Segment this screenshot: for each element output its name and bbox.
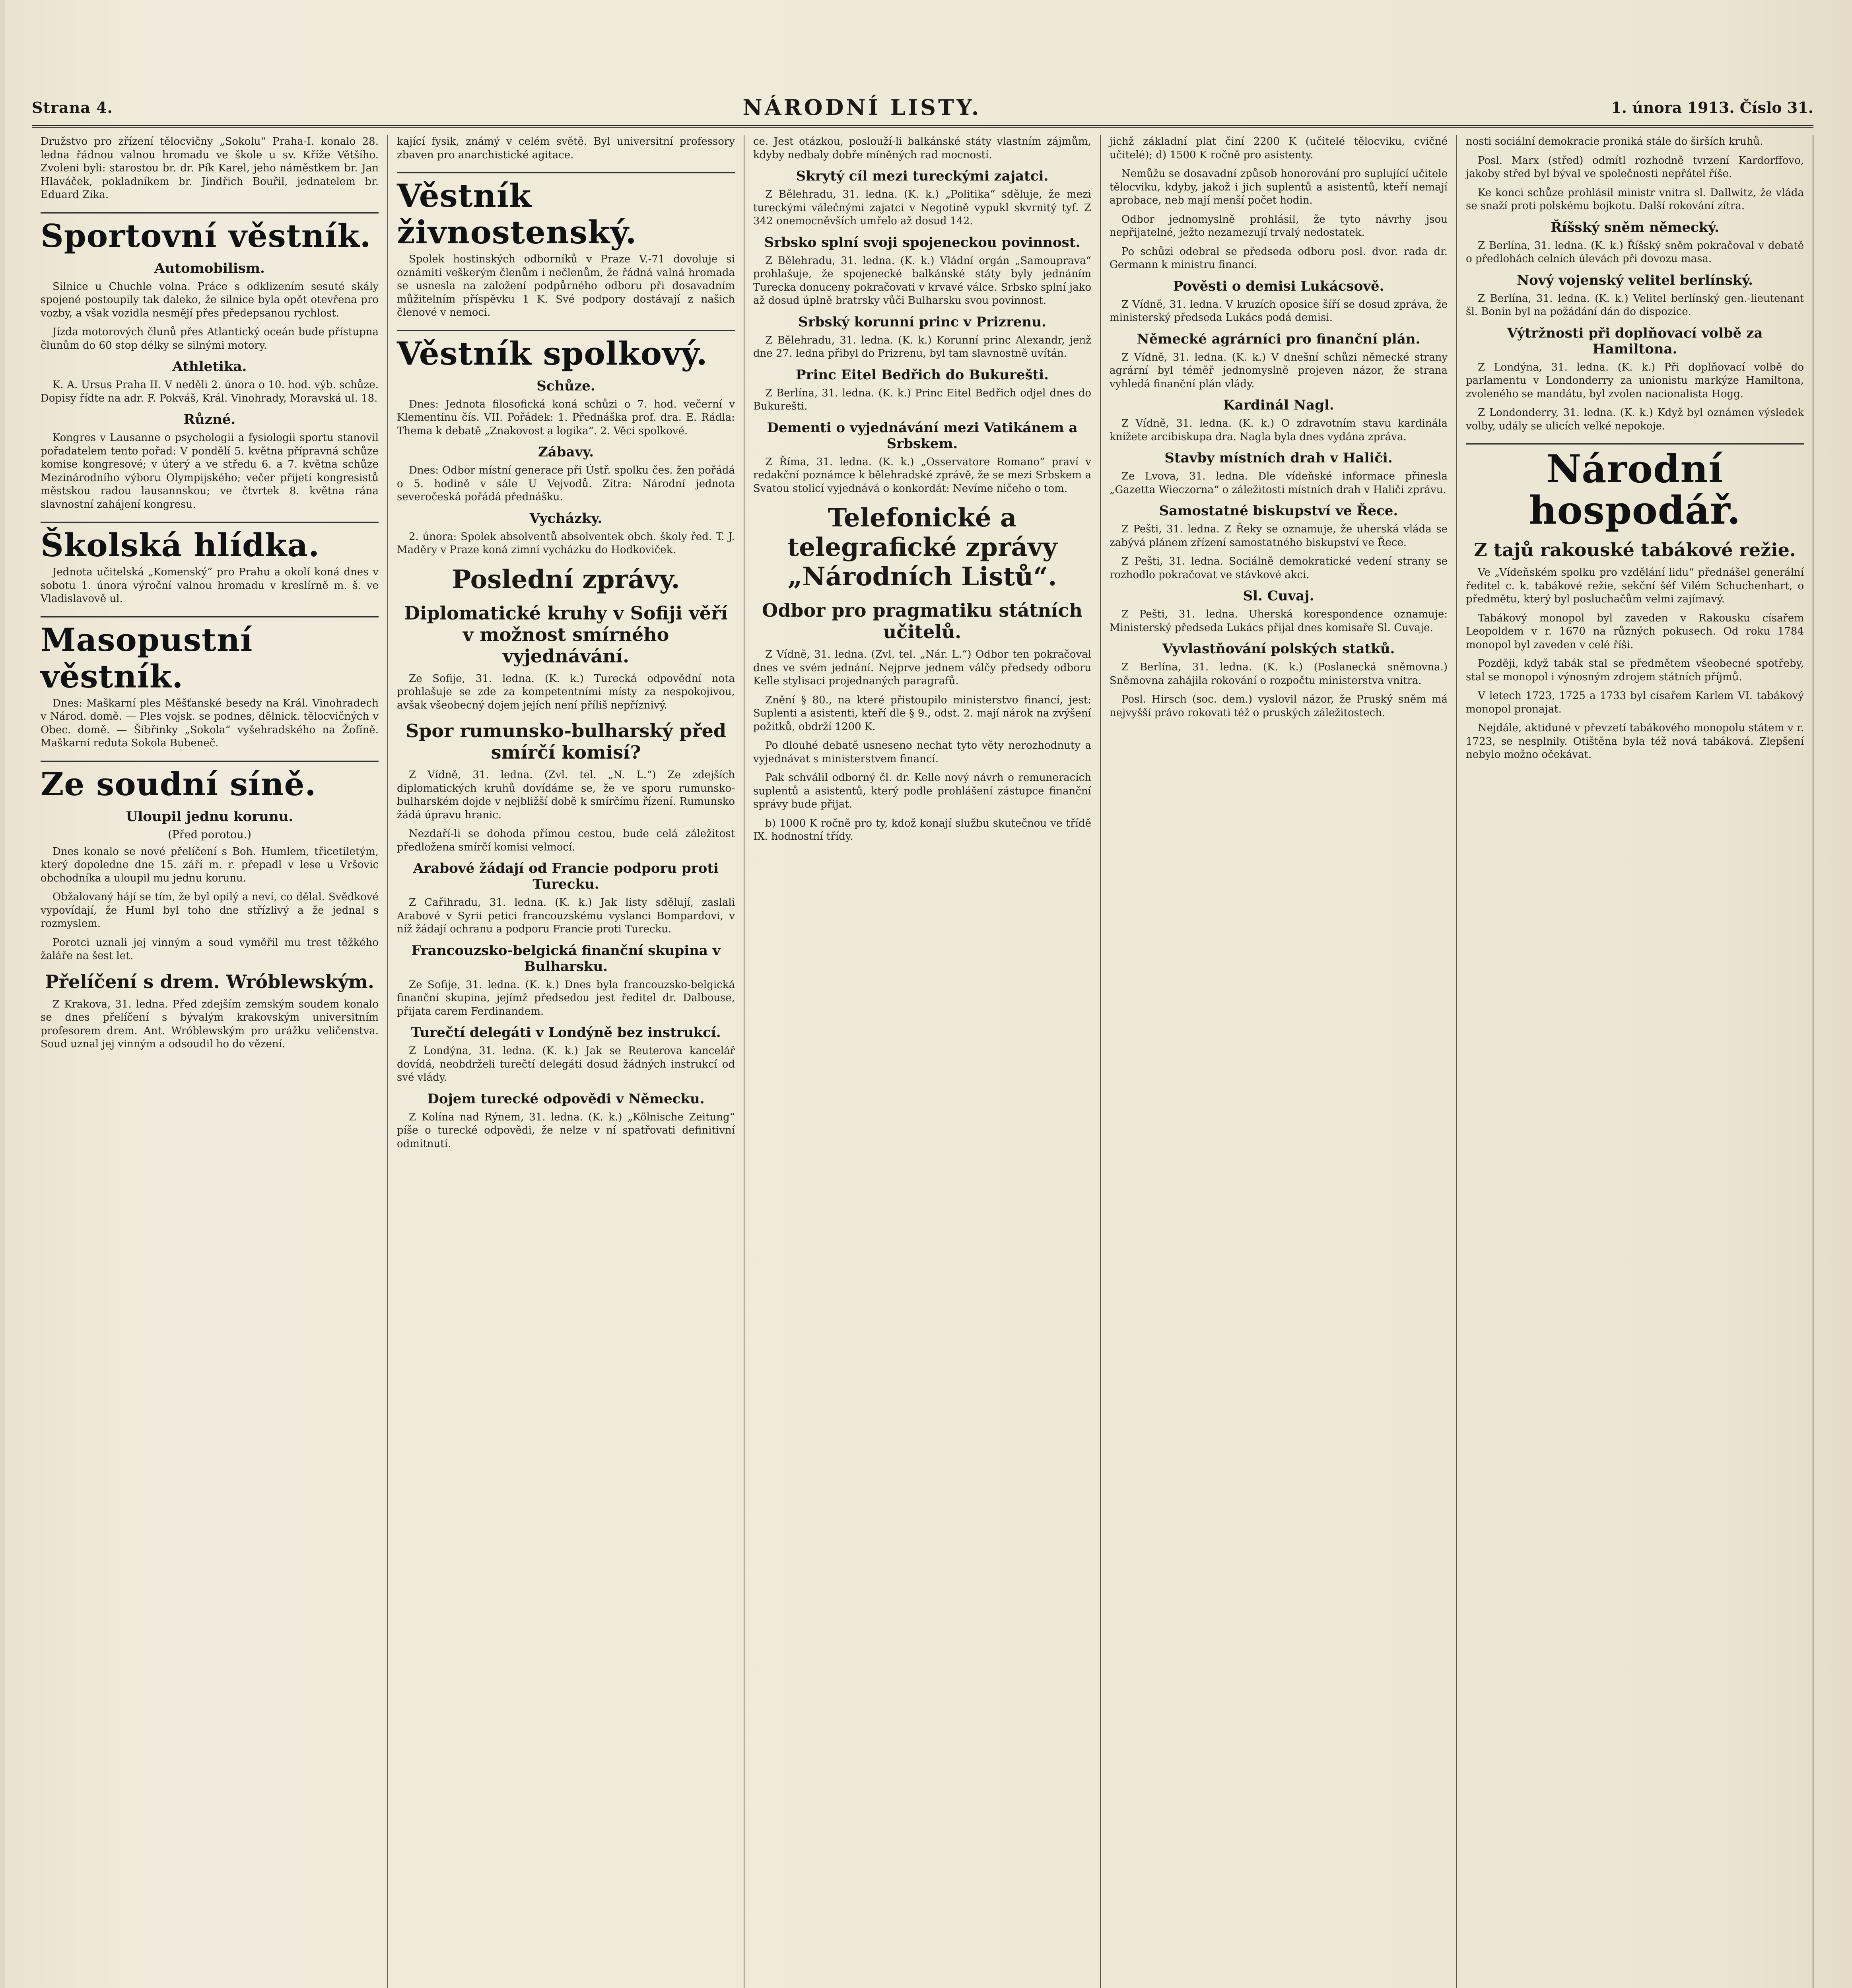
article-paragraph: Dnes: Odbor místní generace při Ústř. spolku čes. žen pořádá o 5. hodině v sále U Vejvodů. Zítra: Národní jednota severočeská pořádá přednášku. <box>397 464 735 503</box>
subheading: Princ Eitel Bedřich do Bukurešti. <box>796 367 1049 383</box>
article-paragraph: Z Vídně, 31. ledna. (Zvl. tel. „Nár. L.“) Odbor ten pokračoval dnes ve svém jednání. Nejprve jednem válčy předsedy odboru Kelle stylisaci projednaných paragrafů. <box>753 648 1091 687</box>
article-paragraph: Silnice u Chuchle volna. Práce s odklizením sesuté skály spojené postoupily tak daleko, že silnice byla opět otevřena pro vozby, a však vozidla nesmějí přes předepsanou rychlost. <box>41 280 379 319</box>
subheading: Schůze. <box>536 378 595 394</box>
article-paragraph: Jízda motorových člunů přes Atlantický oceán bude přístupna člunům do 60 stop délky se silnými motory. <box>41 326 379 351</box>
column-5 <box>1457 135 1813 1988</box>
subheading: Říšský sněm německý. <box>1551 219 1719 235</box>
article-paragraph: Spolek hostinských odborníků v Praze V.-71 dovoluje si oznámiti veškerým členům i nečlenům, že řádná valná hromada se usnesla na založení podpůrného odboru při dosavadním můžitelním příspěvku 1 K. Své podpory dostávají z našich členové v nemoci. <box>397 253 735 318</box>
article-paragraph: Nezdaří-li se dohoda přímou cestou, bude celá záležitost předložena smírčí komisi velmocí. <box>397 828 735 853</box>
newspaper-title: NÁRODNÍ LISTY. <box>742 95 981 120</box>
article-paragraph: Z Vídně, 31. ledna. (K. k.) V dnešní schůzi německé strany agrární byl téměř jednomyslně projeven názor, že strana vyhledá finanční plán vlády. <box>1110 351 1448 390</box>
article-columns <box>32 135 1813 1988</box>
article-paragraph: Po schůzi odebral se předseda odboru posl. dvor. rada dr. Germann k ministru financí. <box>1110 245 1448 271</box>
article-paragraph: Dnes: Jednota filosofická koná schůzi o 7. hod. večerní v Klementinu čís. VII. Pořádek: 1. Přednáška prof. dra. E. Rádla: Thema k debatě „Znakovost a logika“. 2. Věci spolkové. <box>397 398 735 437</box>
article-paragraph: Z Berlína, 31. ledna. (K. k.) (Poslanecká sněmovna.) Sněmovna zahájila rokování o rozpočtu ministerstva vnitra. <box>1110 661 1448 687</box>
column-1 <box>32 135 388 1988</box>
issue-date: 1. února 1913. Číslo 31. <box>1611 98 1813 116</box>
subheading: Vyvlastňování polských statků. <box>1162 641 1395 657</box>
article-paragraph: b) 1000 K ročně pro ty, kdož konají službu skutečnou ve třídě IX. hodnostní třídy. <box>753 817 1091 843</box>
section-heading-school: Školská hlídka. <box>41 522 379 563</box>
article-paragraph: Z Vídně, 31. ledna. (Zvl. tel. „N. L.“) Ze zdejších diplomatických kruhů dovídáme se, že ve sporu rumunsko-bulharském dojde v nejbližší době k smírčímu řízení. Rumunsko žádá úpravu hranic. <box>397 769 735 821</box>
column-3 <box>744 135 1101 1988</box>
subheading: Pověsti o demisi Lukácsově. <box>1173 278 1384 294</box>
subheading: Uloupil jednu korunu. <box>126 808 293 825</box>
subheading: Vycházky. <box>529 510 602 526</box>
subheading: Srbsko splní svoji spojeneckou povinnost. <box>764 234 1080 250</box>
subheading: Německé agrárníci pro finanční plán. <box>1137 331 1421 347</box>
article-paragraph: Družstvo pro zřízení tělocvičny „Sokolu“ Praha-I. konalo 28. ledna řádnou valnou hromadu ve škole u sv. Kříže Většího. Zvoleni byli: starostou br. dr. Pík Karel, jeho náměstkem br. Jan Hlaváček, pokladníkem br. Jindřich Bouřil, jednatelem br. Eduard Zika. <box>41 136 379 201</box>
article-paragraph: Obžalovaný hájí se tím, že byl opilý a neví, co dělal. Svědkové vypovídají, že Huml byl toho dne střízlivý a že jednal s rozmyslem. <box>41 891 379 930</box>
subheading: Skrytý cíl mezi tureckými zajatci. <box>796 168 1049 184</box>
subheading: Zábavy. <box>538 444 594 460</box>
article-paragraph: Posl. Marx (střed) odmítl rozhodně tvrzení Kardorffovo, jakoby střed byl býval ve společnosti nepřátel říše. <box>1466 154 1804 180</box>
subheading: Diplomatické kruhy v Sofiji věří v možnost smírného vyjednávání. <box>404 602 728 667</box>
subheading-note: (Před porotou.) <box>168 828 251 841</box>
subheading: Odbor pro pragmatiku státních učitelů. <box>762 600 1082 643</box>
article-paragraph: Z Vídně, 31. ledna. (K. k.) O zdravotním stavu kardinála knížete arcibiskupa dra. Nagla byla dnes vydána zpráva. <box>1110 417 1448 443</box>
article-paragraph: Z Berlína, 31. ledna. (K. k.) Velitel berlínský gen.-lieutenant šl. Bonin byl na požádání dán do dispozice. <box>1466 292 1804 318</box>
subheading: Sl. Cuvaj. <box>1243 588 1314 604</box>
subheading: Přelíčení s drem. Wróblewským. <box>45 971 374 992</box>
article-paragraph: Pak schválil odborný čl. dr. Kelle nový návrh o remuneracích suplentů a asistentů, který podle prohlášení zástupce finanční správy bude přijat. <box>753 772 1091 810</box>
article-paragraph: jichž základní plat činí 2200 K (učitelé tělocviku, cvičné učitelé); d) 1500 K ročně pro asistenty. <box>1110 136 1448 161</box>
subheading: Kardinál Nagl. <box>1223 397 1334 413</box>
article-paragraph: Kongres v Lausanne o psychologii a fysiologii sportu stanovil pořadatelem tento pořad: V pondělí 5. května přípravná schůze komise kongresové; v úterý a ve středu 6. a 7. května schůze Mezinárodního výboru Olympijského; večer přijetí kongresistů městskou radou lausannskou; ve čtvrtek 8. května rána slavnostní zahájení kongresu. <box>41 432 379 511</box>
article-paragraph: 2. února: Spolek absolventů absolventek obch. školy řed. T. J. Maděry v Praze koná zimní vycházku do Hodkoviček. <box>397 530 735 556</box>
section-heading-carnival: Masopustní věstník. <box>41 616 379 695</box>
section-heading-associations: Věstník spolkový. <box>397 330 735 372</box>
article-paragraph: nosti sociální demokracie proniká stále do širších kruhů. <box>1466 136 1763 148</box>
subheading: Francouzsko-belgická finanční skupina v Bulharsku. <box>411 942 721 975</box>
article-paragraph: Z Kolína nad Rýnem, 31. ledna. (K. k.) „Kölnische Zeitung“ píše o turecké odpovědi, že nelze v ní spatřovati definitivní odmítnutí. <box>397 1111 735 1150</box>
section-heading-economy: Národní hospodář. <box>1466 443 1804 531</box>
article-paragraph: Z Cařihradu, 31. ledna. (K. k.) Jak listy sdělují, zaslali Arabové v Syrii petici francouzskému vyslanci Bompardovi, v níž žádají ochranu a podporu Francie proti Turecku. <box>397 897 735 935</box>
article-paragraph: Nemůžu se dosavadní způsob honorování pro suplující učitele tělocviku, kdyby, jakož i jich suplentů a asistentů, kteří nemají aprobace, neb mají menší počet hodin. <box>1110 168 1448 206</box>
subheading: Athletika. <box>172 359 247 375</box>
article-paragraph: Z Londýna, 31. ledna. (K. k.) Při doplňovací volbě do parlamentu v Londonderry za unionistu markýze Hamiltona, zvoleného se mandátu, byl zvolen nacionalista Hogg. <box>1466 361 1804 400</box>
subheading: Výtržnosti při doplňovací volbě za Hamiltona. <box>1507 325 1763 357</box>
article-paragraph: K. A. Ursus Praha II. V neděli 2. února o 10. hod. výb. schůze. Dopisy řídte na adr. F. Pokváš, Král. Vinohrady, Moravská ul. 18. <box>41 379 379 404</box>
article-paragraph: Z Krakova, 31. ledna. Před zdejším zemským soudem konalo se dnes přelíčení s bývalým krakovským universitním profesorem drem. Ant. Wróblewským pro urážku veličenstva. Soud uznal jej vinným a odsoudil ho do vězení. <box>41 998 379 1050</box>
article-paragraph: ce. Jest otázkou, poslouží-li balkánské státy vlastním zájmům, kdyby nedbaly dobře míněných rad mocností. <box>753 136 1091 161</box>
article-paragraph: Z Říma, 31. ledna. (K. k.) „Osservatore Romano“ praví v redakční poznámce k bělehradské zprávě, že se mezi Srbskem a Svatou stolicí vyjednává o konkordát: Nevíme ničeho o tom. <box>753 456 1091 495</box>
article-paragraph: Z Bělehradu, 31. ledna. (K. k.) Vládní orgán „Samouprava“ prohlašuje, že spojenecké balkánské státy byly jednáním Turecka donuceny pokračovati v krvavé válce. Srbsko splní jako až dosud úplně bratrsky vůči Bulharsku svou povinnost. <box>753 254 1091 307</box>
article-paragraph: Ze Sofije, 31. ledna. (K. k.) Dnes byla francouzsko-belgická finanční skupina, jejímž předsedou jest ředitel dr. Dalbouse, přijata carem Ferdinandem. <box>397 978 735 1017</box>
article-paragraph: Posl. Hirsch (soc. dem.) vyslovil názor, že Pruský sněm má nejvyšší právo rokovati též o pruských záležitostech. <box>1110 693 1448 719</box>
article-paragraph: Z Londonderry, 31. ledna. (K. k.) Když byl oznámen výsledek volby, udály se ulicích velké nepokoje. <box>1466 407 1804 432</box>
article-paragraph: Porotci uznali jej vinným a soud vyměřil mu trest těžkého žaláře na šest let. <box>41 936 379 962</box>
section-heading-telegraph: Telefonické a telegrafické zprávy „Národních Listů“. <box>787 503 1057 592</box>
article-paragraph: Ve „Vídeňském spolku pro vzdělání lidu“ přednášel generální ředitel c. k. tabákové režie, sekční šéf Vilém Schuchenhart, o předmětu, který byl posluchačům velmi zajímavý. <box>1466 567 1804 605</box>
subheading: Nový vojenský velitel berlínský. <box>1516 272 1753 288</box>
article-paragraph: V letech 1723, 1725 a 1733 byl císařem Karlem VI. tabákový monopol pronajat. <box>1466 690 1804 715</box>
article-paragraph: Z Vídně, 31. ledna. V kruzích oposice šíří se dosud zpráva, že ministerský předseda Lukács podá demisi. <box>1110 298 1448 324</box>
article-paragraph: Znění § 80., na které přistoupilo ministerstvo financí, jest: Suplenti a asistenti, kteří dle § 9., odst. 2. mají nárok na zvýšení požitků, obdrží 1200 K. <box>753 694 1091 733</box>
article-paragraph: Jednota učitelská „Komenský“ pro Prahu a okolí koná dnes v sobotu 1. února výroční valnou hromadu v kreslírně m. š. ve Vladislavově ul. <box>41 566 379 605</box>
subheading: Turečtí delegáti v Londýně bez instrukcí. <box>411 1025 721 1041</box>
section-heading-latest-news: Poslední zprávy. <box>452 564 680 594</box>
column-2 <box>388 135 744 1988</box>
subheading: Srbský korunní princ v Prizrenu. <box>798 314 1046 330</box>
section-heading-sport: Sportovní věstník. <box>41 212 379 254</box>
article-paragraph: Odbor jednomyslně prohlásil, že tyto návrhy jsou nepřijatelné, ježto nezamezují trvalý nedostatek. <box>1110 213 1448 239</box>
article-paragraph: Ze Sofije, 31. ledna. (K. k.) Turecká odpovědní nota prohlašuje se zde za kompetentními místy za nespokojivou, avšak všeobecný dojem jejích není příliš nepříznivý. <box>397 672 735 711</box>
subheading: Samostatné biskupství ve Řece. <box>1159 503 1398 519</box>
subheading: Dementi o vyjednávání mezi Vatikánem a Srbskem. <box>767 419 1078 452</box>
article-paragraph: Nejdále, aktiduné v převzetí tabákového monopolu státem v r. 1723, se nesplnily. Otištěna byla též nová tabáková. Zlepšení nebylo možno očekávat. <box>1466 722 1804 761</box>
article-paragraph: Z Pešti, 31. ledna. Z Řeky se oznamuje, že uherská vláda se zabývá plánem zřízení samostatného biskupství ve Řece. <box>1110 523 1448 549</box>
article-paragraph: Z Pešti, 31. ledna. Uherská korespondence oznamuje: Ministerský předseda Lukács přijal dnes komisaře Sl. Cuvaje. <box>1110 608 1448 634</box>
subheading: Různé. <box>183 412 236 427</box>
subheading: Dojem turecké odpovědi v Německu. <box>427 1091 705 1107</box>
article-paragraph: kající fysik, známý v celém světě. Byl universitní professory zbaven pro anarchistické agitace. <box>397 136 735 161</box>
article-paragraph: Dnes: Maškarní ples Měšťanské besedy na Král. Vinohradech v Národ. domě. — Ples vojsk. se podnes, dělnick. tělocvičných v Obec. domě. — Šibřinky „Sokola“ vyšehradského na Žofíně. Maškarní reduta Sokola Bubeneč. <box>41 697 379 749</box>
article-paragraph: Dnes konalo se nové přelíčení s Boh. Humlem, třicetiletým, který dopoledne dne 15. září m. r. přepadl v lese u Vršovic obchodníka a uloupil mu jednu korunu. <box>41 845 379 884</box>
subheading: Spor rumunsko-bulharský před smírčí komisí? <box>405 720 726 763</box>
subheading: Automobilism. <box>154 260 265 276</box>
article-paragraph: Z Londýna, 31. ledna. (K. k.) Jak se Reuterova kancelář dovídá, neobdrželi turečtí delegáti dosud žádných instrukcí od své vlády. <box>397 1045 735 1083</box>
subheading: Stavby místních drah v Haliči. <box>1164 450 1393 466</box>
section-heading-trade: Věstník živnostenský. <box>397 172 735 250</box>
article-paragraph: Z Berlína, 31. ledna. (K. k.) Princ Eitel Bedřich odjel dnes do Bukurešti. <box>753 387 1091 412</box>
article-paragraph: Z Pešti, 31. ledna. Sociálně demokratické vedení strany se rozhodlo pokračovat ve stávkové akci. <box>1110 555 1448 581</box>
page-label: Strana 4. <box>32 98 113 116</box>
article-paragraph: Z Bělehradu, 31. ledna. (K. k.) „Politika“ sděluje, že mezi tureckými válečnými zajatci v Negotině vypukl skvrnitý tyf. Z 342 onemocněvších umřelo až dosud 142. <box>753 188 1091 227</box>
article-paragraph: Ze Lvova, 31. ledna. Dle vídeňské informace přinesla „Gazetta Wieczorna“ o záležitosti místních drah v Haliči zprávu. <box>1110 470 1448 496</box>
section-heading-court: Ze soudní síně. <box>41 761 379 802</box>
article-paragraph: Později, když tabák stal se předmětem všeobecné spotřeby, stal se monopol i výnosným zdrojem státních příjmů. <box>1466 658 1804 683</box>
subheading: Arabové žádají od Francie podporu proti Turecku. <box>413 860 719 892</box>
article-paragraph: Z Bělehradu, 31. ledna. (K. k.) Korunní princ Alexandr, jenž dne 27. ledna přibyl do Prizrenu, byl tam slavnostně uvítán. <box>753 334 1091 359</box>
article-paragraph: Z Berlína, 31. ledna. (K. k.) Říšský sněm pokračoval v debatě o předlohách celních úlevách při dovozu masa. <box>1466 239 1804 265</box>
article-paragraph: Tabákový monopol byl zaveden v Rakousku císařem Leopoldem v r. 1670 na různých pokusech. Od roku 1784 monopol byl zaveden v celé říši. <box>1466 612 1804 651</box>
column-4 <box>1101 135 1457 1988</box>
masthead <box>32 89 1813 128</box>
article-paragraph: Ke konci schůze prohlásil ministr vnitra sl. Dallwitz, že vláda se snaží proti polskému bojkotu. Další rokování zítra. <box>1466 186 1804 212</box>
subheading: Z tajů rakouské tabákové režie. <box>1474 539 1796 561</box>
page-edge-shadow <box>0 0 5 1988</box>
article-paragraph: Po dlouhé debatě usneseno nechat tyto věty nerozhodnuty a vyjednávat s ministerstvem financí. <box>753 740 1091 765</box>
